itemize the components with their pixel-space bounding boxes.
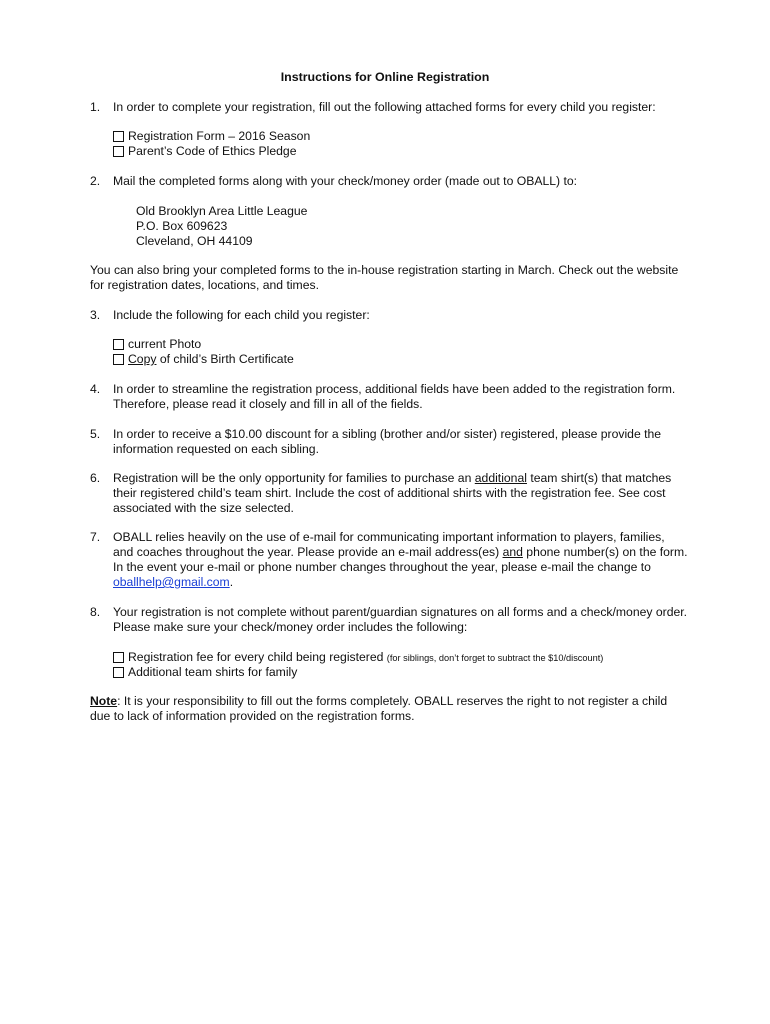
checkbox-icon[interactable] bbox=[113, 131, 124, 142]
checklist-item: Additional team shirts for family bbox=[113, 665, 297, 680]
item-3-number: 3. bbox=[90, 308, 101, 322]
checklist-item: Parent’s Code of Ethics Pledge bbox=[113, 144, 296, 159]
checklist-item: current Photo bbox=[113, 337, 201, 352]
item-7-text: OBALL relies heavily on the use of e-mail for communicating important information to players, families, and coaches throughout the year. Please provide an e-mail address(es) and phone number(s) on the form. In the event your e-mail or phone number changes throughout the year, please e-mail the change to oballhelp@gmail.com. bbox=[113, 530, 688, 589]
document-title: Instructions for Online Registration bbox=[280, 70, 490, 84]
item-1-number: 1. bbox=[90, 100, 101, 114]
item-4-text: In order to streamline the registration process, additional fields have been added to the registration form. Therefore, please read it closely and fill in all of the fields. bbox=[113, 382, 676, 411]
item-5-text: In order to receive a $10.00 discount for a sibling (brother and/or sister) registered, please provide the information requested on each sibling. bbox=[113, 427, 662, 456]
item-6-text: Registration will be the only opportunity for families to purchase an additional team shirt(s) that matches their registered child’s team shirt. Include the cost of additional shirts with the registration fee. See cost associated with the size selected. bbox=[113, 471, 672, 515]
item-8-number: 8. bbox=[90, 605, 101, 619]
checkbox-icon[interactable] bbox=[113, 667, 124, 678]
item-3-text: Include the following for each child you register: bbox=[113, 308, 370, 322]
address-line: Old Brooklyn Area Little League bbox=[136, 204, 308, 218]
item-6-number: 6. bbox=[90, 471, 101, 485]
item-5-number: 5. bbox=[90, 427, 101, 441]
checkbox-icon[interactable] bbox=[113, 354, 124, 365]
item-2-number: 2. bbox=[90, 174, 101, 188]
item-7-number: 7. bbox=[90, 530, 101, 544]
checklist-item: Copy of child’s Birth Certificate bbox=[113, 352, 294, 367]
address-line: Cleveland, OH 44109 bbox=[136, 234, 253, 248]
address-line: P.O. Box 609623 bbox=[136, 219, 228, 233]
inhouse-note: You can also bring your completed forms to the in-house registration starting in March. Check out the website for registration dates, locations, and times. bbox=[90, 263, 679, 292]
checklist-item: Registration Form – 2016 Season bbox=[113, 129, 310, 144]
checkbox-icon[interactable] bbox=[113, 146, 124, 157]
item-1-text: In order to complete your registration, fill out the following attached forms for every child you register: bbox=[113, 100, 656, 114]
responsibility-note: Note: It is your responsibility to fill out the forms completely. OBALL reserves the right to not register a child due to lack of information provided on the registration forms. bbox=[90, 694, 668, 723]
item-2-text: Mail the completed forms along with your check/money order (made out to OBALL) to: bbox=[113, 174, 578, 188]
item-4-number: 4. bbox=[90, 382, 101, 396]
email-link[interactable]: oballhelp@gmail.com bbox=[113, 575, 230, 589]
checkbox-icon[interactable] bbox=[113, 339, 124, 350]
item-8-text: Your registration is not complete without parent/guardian signatures on all forms and a check/money order. Please make sure your check/money order includes the following: bbox=[113, 605, 688, 634]
checklist-item: Registration fee for every child being registered (for siblings, don’t forget to subtract the $10/discount) bbox=[113, 650, 603, 665]
checkbox-icon[interactable] bbox=[113, 652, 124, 663]
note-label: Note bbox=[90, 694, 118, 708]
